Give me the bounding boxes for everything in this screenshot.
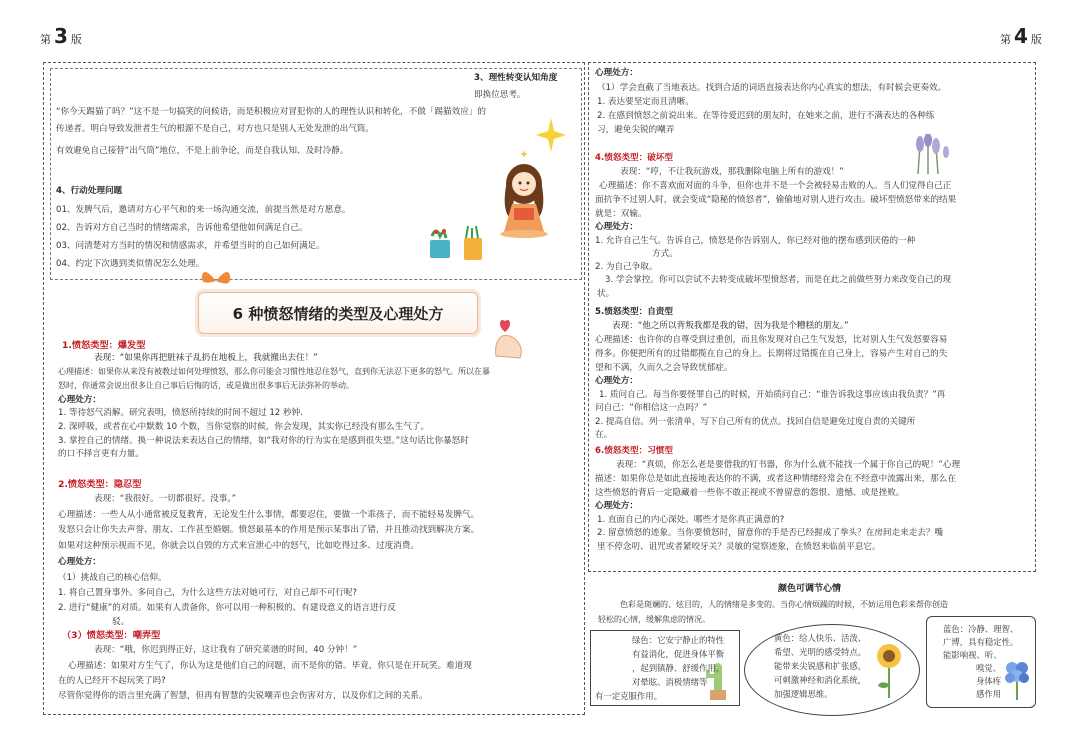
text-line: 在的人已经开不起玩笑了吗?: [58, 676, 166, 686]
text-line: 02、告诉对方自己当时的情绪需求，告诉他希望他如何满足自己。: [56, 223, 308, 233]
text-line: 1. 表达要坚定而且清晰。: [597, 97, 694, 107]
text-line: 有效避免自己接替“出气筒”地位，不是上前争论，而是自我认知、及时冷静。: [56, 146, 349, 156]
text-line: 心理处方：: [595, 222, 638, 232]
type2-heading: 2.愤怒类型：隐忍型: [58, 479, 142, 490]
text-line: 广博，具有稳定性。: [943, 637, 1019, 647]
text-line: 心理处方：: [58, 557, 101, 567]
text-line: 希望、光明的感受特点。: [774, 647, 867, 657]
text-line: 表现：“哼，不让我玩游戏，那我删除电脑上所有的游戏！”: [620, 167, 844, 177]
text-line: 03、问清楚对方当时的情况和情感需求，并希望当时的自己如何满足。: [56, 241, 325, 251]
color-section-title: 颜色可调节心情: [778, 584, 842, 594]
text-line: 心理描述：一些人从小通常被反复教育，无论发生什么事情，都要忍住，要做一个乖孩子，而不能轻易发脾气。: [58, 510, 480, 520]
text-line: 黄色：给人快乐、活泼、: [774, 633, 867, 643]
text-line: 就是：双输。: [595, 209, 647, 219]
text-line: 得多。你便把所有的过错都揽在自己的身上。长期将过错揽在自己身上，容易产生对自己的失: [595, 349, 948, 359]
text-line: 有一定克服作用。: [595, 691, 662, 701]
text-line: 3. 掌控自己的情绪。换一种说法来表达自己的情绪，如“我对你的行为实在是感到很失望。”这句话比你暴怒时: [58, 436, 469, 446]
text-line: 问自己：“你相信这一点吗？”: [595, 403, 708, 413]
sparkle-icon: [520, 150, 528, 158]
section4-title: 4、行动处理问题: [56, 186, 123, 196]
text-line: 望和不满，久而久之会导致忧郁症。: [595, 363, 733, 373]
text-line: 的口不择言更有力量。: [58, 449, 144, 459]
type5-heading: 5.愤怒类型：自责型: [595, 307, 673, 317]
text-line: 能带来尖锐感和扩张感，: [774, 661, 867, 671]
page-number-right: 第 4 版: [1000, 24, 1042, 48]
type4-heading: 4.愤怒类型：破坏型: [595, 153, 673, 163]
text-line: 表现：“真烦，你怎么老是要借我的钉书器，你为什么就不能找一个属于你自己的呢！”心理: [616, 460, 961, 470]
text-line: 2. 深呼吸，或者在心中默数 10 个数，当你觉察的时候，你会发现，其实你已经没有那么生气了。: [58, 422, 430, 432]
text-line: 心理描述：也许你的自尊受到过重创，而且你发现对自己生气发怒，比对别人生气发怒要容易: [595, 335, 948, 345]
heart-hand-icon: [490, 318, 530, 360]
text-line: 心理处方：: [595, 376, 638, 386]
text-line: 表现：“他之所以背叛我都是我的错，因为我是个糟糕的朋友。”: [612, 321, 849, 331]
text-line: 心理处方：: [595, 68, 638, 78]
star-icon: [536, 118, 566, 152]
main-title: 6 种愤怒情绪的类型及心理处方: [198, 292, 478, 334]
text-line: 嗅觉、: [976, 663, 1002, 673]
girl-reading-illustration: [494, 160, 554, 240]
text-line: 轻松的心情，缓解焦虑的情况。: [598, 615, 710, 624]
text-line: 1. 等待怒气消解。研究表明，愤怒所持续的时间不超过 12 秒钟.: [58, 408, 303, 418]
text-line: 传递者。明白导致发泄者生气的根源不是自己，对方也只是别人无处发泄的出气筒。: [56, 124, 374, 134]
hydrangea-icon: [1002, 658, 1032, 702]
text-line: 2. 在感到愤怒之前说出来。在等待爱迟到的朋友时，在她来之前，进行不满表达的各种练: [597, 111, 935, 121]
text-line: （1）挑战自己的核心信仰。: [58, 573, 167, 583]
text-line: 即换位思考。: [474, 90, 526, 100]
text-line: 如果对这种预示视而不见，你就会以自毁的方式来宣泄心中的怒气，比如吃得过多、过度消费。: [58, 541, 419, 551]
text-line: 绿色：它安宁静止的特性: [632, 635, 725, 645]
text-line: 这些愤怒的背后一定隐藏着一些你不敢正视或不曾留意的怨恨、遗憾、或是挫败。: [595, 488, 905, 498]
text-line: 怒时，你通常会说出很多让自己事后后悔的话，或是做出很多事后无法弥补的举动。: [58, 381, 354, 390]
text-line: 蓝色：冷静、理智、: [943, 624, 1019, 634]
text-line: 心理描述：如果对方生气了，你认为这是他们自己的问题，而不是你的错。毕竟，你只是在开玩笑。难道现: [68, 661, 472, 671]
text-line: 2. 留意愤怒的迹象。当你要愤怒时，留意你的手是否已经握成了拳头？在房间走来走去？嘴: [597, 528, 944, 538]
text-line: 1. 将自己置身事外。多问自己，为什么这些方法对她可行，对自己却不可行呢?: [58, 588, 358, 598]
text-line: 2. 为自己争取。: [595, 262, 658, 272]
text-line: 方式。: [652, 249, 678, 259]
text-line: 面抗争不过别人时，就会变成“隐秘的愤怒者”，偷偷地对别人进行攻击。破坏型愤怒带来的结果: [595, 195, 957, 205]
text-line: ，起到镇静、舒缓作用，: [632, 663, 725, 673]
text-line: 里不停念叨、诅咒或者紧咬牙关？灵敏的觉察迹象，在愤怒来临前平息它。: [597, 542, 881, 552]
text-line: 尽管你觉得你的语言里充满了智慧，但再有智慧的尖锐嘲弄也会伤害对方，以及你们之间的关系。: [58, 691, 428, 701]
text-line: 状。: [597, 289, 615, 299]
text-line: 发怒只会让你失去声誉、朋友、工作甚至婚姻。愤怒最基本的作用是预示某事出了错，并且推动找到解决方案。: [58, 525, 480, 535]
text-line: 有益消化，促进身体平衡: [632, 649, 725, 659]
text-line: 1. 允许自己生气。告诉自己，愤怒是你告诉别人，你已经对他的摆布感到厌倦的一种: [595, 236, 916, 246]
text-line: 心理描述：你不喜欢面对面的斗争，但你也并不是一个会被轻易击败的人。当人们觉得自己正: [599, 181, 952, 191]
text-line: 在。: [595, 430, 613, 440]
text-line: 心理处方：: [58, 395, 101, 405]
text-line: 描述：如果你总是如此直接地表达你的不满，或者这种情绪经常会在不经意中流露出来，那么在: [595, 474, 956, 484]
text-line: 身体疼: [976, 676, 1002, 686]
text-line: “你今天踢猫了吗？”这不是一句搞笑的问候语，而是积极应对冒犯你的人的理性认识和转化，不做「踢猫效应」的: [56, 107, 487, 117]
text-line: 色彩是斑斓的、炫目的，人的情绪是多变的。当你心情烦躁的时候，不妨运用色彩来帮你创造: [620, 600, 948, 609]
text-line: 能影响视、听、: [943, 650, 1002, 660]
text-line: 01、发脾气后，邀请对方心平气和的来一场沟通交流，前提当然是对方愿意。: [56, 205, 351, 215]
text-line: 3. 学会掌控。你可以尝试不去转变成破坏型愤怒者，而是在此之前做些努力来改变自己的现: [605, 275, 952, 285]
text-line: 心理描述：如果你从来没有被教过如何处理愤怒，那么你可能会习惯性地忍住怒气，直到你无法忍下更多的怒气。所以在暴: [58, 367, 490, 376]
type3-heading: （3）愤怒类型：嘲弄型: [62, 630, 161, 641]
text-line: 04、约定下次遇到类似情况怎么处理。: [56, 259, 205, 269]
type1-heading: 1.愤怒类型：爆发型: [62, 340, 146, 351]
text-line: 对晕眩、消极情绪等: [632, 677, 708, 687]
text-line: 感作用: [976, 689, 1002, 699]
sunflower-icon: [872, 640, 906, 700]
text-line: 2. 提高自信。列一张清单，写下自己所有的优点。找回自信是避免过度自责的关键所: [595, 417, 916, 427]
text-line: 加强逻辑思维。: [774, 689, 833, 699]
text-line: （1）学会直截了当地表达。找到合适的词语直接表达你内心真实的想法，有时候会更奏效。: [597, 83, 947, 93]
page-number-left: 第 3 版: [40, 24, 82, 48]
text-line: 1. 质问自己。每当你要怪罪自己的时候，开始质问自己：“谁告诉我这事应该由我负责？”再: [599, 390, 946, 400]
text-line: 1. 直面自己的内心深处。哪些才是你真正满意的?: [597, 515, 785, 525]
text-line: 习，避免尖锐的嘲弄: [597, 125, 675, 135]
text-line: 驳。: [112, 617, 130, 627]
text-line: 2. 进行“健康”的对质。如果有人责备你，你可以用一种积极的、有建设意义的语言进行反: [58, 603, 396, 613]
type6-heading: 6.愤怒类型：习惯型: [595, 446, 673, 456]
text-line: 表现：“我很好。一切都很好。没事。”: [94, 494, 237, 504]
text-line: 可刺激神经和消化系统，: [774, 675, 867, 685]
lavender-illustration: [906, 134, 952, 174]
text-line: 表现：“如果你再把脏袜子乱扔在地板上，我就搬出去住！”: [94, 353, 318, 363]
text-line: 表现：“哦，你迟到得正好，这让我有了研究菜谱的时间，40 分钟！”: [94, 645, 358, 655]
text-line: 心理处方：: [595, 501, 638, 511]
potted-plants-illustration: [428, 226, 488, 264]
section3-title: 3、理性转变认知角度: [474, 73, 558, 83]
